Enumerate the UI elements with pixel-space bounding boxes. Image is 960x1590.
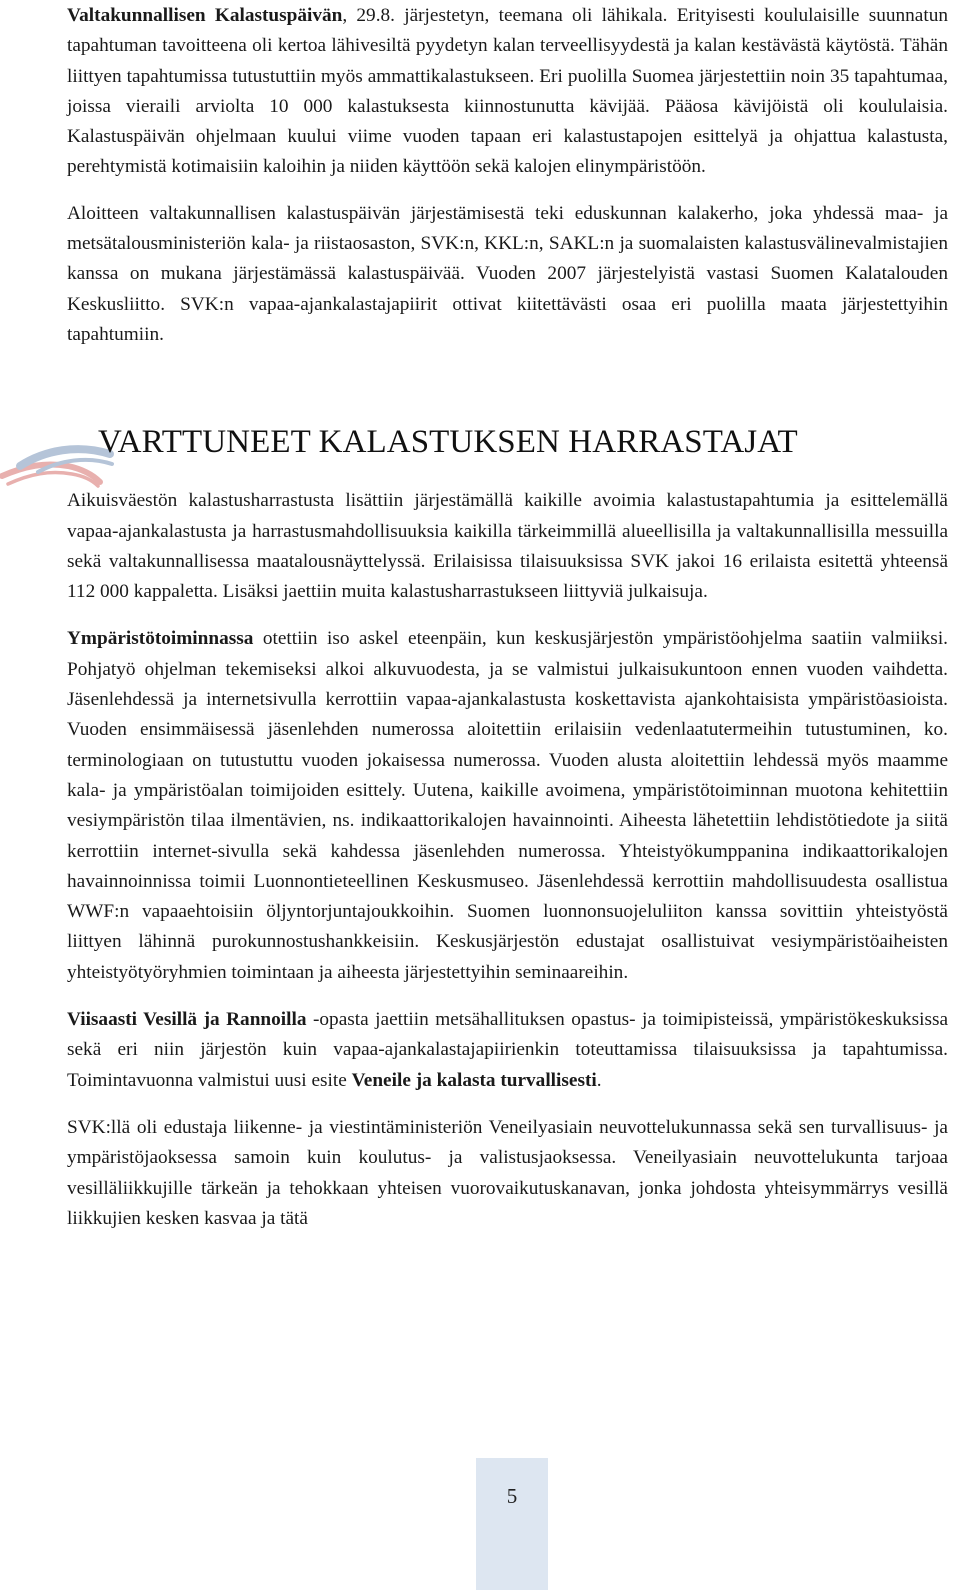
body-paragraph-3-end: . — [596, 1069, 602, 1091]
body-paragraph-2-text: otettiin iso askel eteenpäin, kun keskusjärjestön ympäristöohjelma saatiin valmiiksi. Pohjatyö ohjelman tekemiseksi alkoi alkuvuodesta, ja se valmistui julkaisukuntoon ennen vuoden vaihdetta. Jäsenlehdessä ja internetsivulla kerrottiin vapaa-ajankalastusta koskettavista ajankohtaisista ympäristöasioista. Vuoden ensimmäisessä jäsenlehden numerossa aloitettiin erilaisiin vedenlaatutermeihin tutustuminen, ko. terminologiaan on tutustuttu vuoden jokaisessa numerossa. Vuoden alusta aloitettiin lehdessä myös maamme kala- ja ympäristöalan toimijoiden esittely. Uutena, kaikille avoimena, ympäristötoiminnan muotona kehitettiin vesiympäristön tilaa ilmentävien, ns. indikaattorikalojen havainnointi. Aiheesta lähetettiin lehdistötiedote ja siitä kerrottiin internet-sivulla sekä kahdessa jäsenlehden numerossa. Yhteistyökumppanina indikaattorikalojen havainnoinnissa toimii Luonnontieteellinen Keskusmuseo. Jäsenlehdessä kerrottiin mahdollisuudesta osallistua WWF:n vapaaehtoisiin öljyntorjuntajoukkoihin. Suomen luonnonsuojeluliiton kanssa sovittiin yhteistyöstä liittyen lähinnä purokunnostushankkeisiin. Keskusjärjestön edustajat osallistuivat vesiympäristöaiheisten yhteistyötyöryhmien toimintaan ja aiheesta järjestettyihin seminaareihin. — [67, 628, 948, 983]
intro-paragraph-kalastuspaiva — [67, 1, 948, 183]
page-number: 5 — [506, 1484, 518, 1508]
body-paragraph-veneily: SVK:llä oli edustaja liikenne- ja viestintäministeriön Veneilyasiain neuvottelukunnassa sekä sen turvallisuus- ja ympäristöjaoksessa samoin kuin koulutus- ja valistusjaoksessa. Veneilyasiain neuvottelukunta tarjoaa vesilläliikkujille tärkeän ja tehokkaan yhteisen vuorovaikutuskanavan, jonka johdosta yhteisymmärrys vesillä liikkujien kesken kasvaa ja tätä — [67, 1116, 948, 1229]
body-paragraph-harrastus: Aikuisväestön kalastusharrastusta lisättiin järjestämällä kaikille avoimia kalastustapahtumia ja esittelemällä vapaa-ajankalastusta ja harrastusmahdollisuuksia kaikilla tärkeimmillä alueellisilla ja valtakunnallisilla messuilla sekä valtakunnallisessa maatalousnäyttelyssä. Erilaisissa tilaisuuksissa SVK jakoi 16 erilaista esitettä yhteensä 112 000 kappaletta. Lisäksi jaettiin muita kalastusharrastukseen liittyviä julkaisuja. — [67, 490, 948, 603]
section-heading: VARTTUNEET KALASTUKSEN HARRASTAJAT — [98, 424, 798, 461]
body-paragraph-ymparisto — [67, 624, 948, 988]
esite-title: Veneile ja kalasta turvallisesti — [351, 1069, 597, 1091]
body-paragraph-3-text: -opasta jaettiin metsähallituksen opastus- ja toimipisteissä, ympäristökeskuksissa sekä eri niin järjestön kuin vapaa-ajankalastajapiirienkin toteuttamissa tilaisuuksissa ja tapahtumissa. Toimintavuonna valmistui uusi esite — [67, 1009, 949, 1091]
ymparistotoiminta-term: Ympäristötoiminnassa — [67, 628, 254, 650]
page-number-box — [476, 1458, 548, 1590]
intro-paragraph-aloite: Aloitteen valtakunnallisen kalastuspäivän järjestämisestä teki eduskunnan kalakerho, joka yhdessä maa- ja metsätalousministeriön kala- ja riistaosaston, SVK:n, KKL:n, SAKL:n ja suomalaisten kalastusvälinevalmistajien kanssa on mukana järjestämässä kalastuspäivää. Vuoden 2007 järjestelyistä vastasi Suomen Kalatalouden Keskusliitto. SVK:n vapaa-ajankalastajapiirit ottivat kiitettävästi osaa eri puolilla maata järjestettyihin tapahtumiin. — [67, 202, 948, 345]
body-paragraph-opas — [67, 1005, 948, 1096]
opas-title: Viisaasti Vesillä ja Rannoilla — [67, 1009, 307, 1031]
kalastuspaiva-title: Valtakunnallisen Kalastuspäivän — [67, 5, 343, 26]
page-content — [67, 0, 948, 1234]
intro-paragraph-1-text: , 29.8. järjestetyn, teemana oli lähikala. Erityisesti koululaisille suunnatun tapahtuman tavoitteena oli kertoa lähivesiltä pyydetyn kalan terveellisyydestä ja kalan kestävästä käytöstä. Tähän liittyen tapahtumissa tutustuttiin myös ammattikalastukseen. Eri puolilla Suomea järjestettiin noin 35 tapahtumaa, joissa vieraili arviolta 10 000 kalastuksesta kiinnostunutta kävijää. Pääosa kävijöistä oli koululaisia. Kalastuspäivän ohjelmaan kuului viime vuoden tapaan eri kalastustapojen esittelyä ja ohjattua kalastusta, perehtymistä kotimaisiin kaloihin ja niiden käyttöön sekä kalojen elinympäristöön. — [67, 5, 948, 178]
